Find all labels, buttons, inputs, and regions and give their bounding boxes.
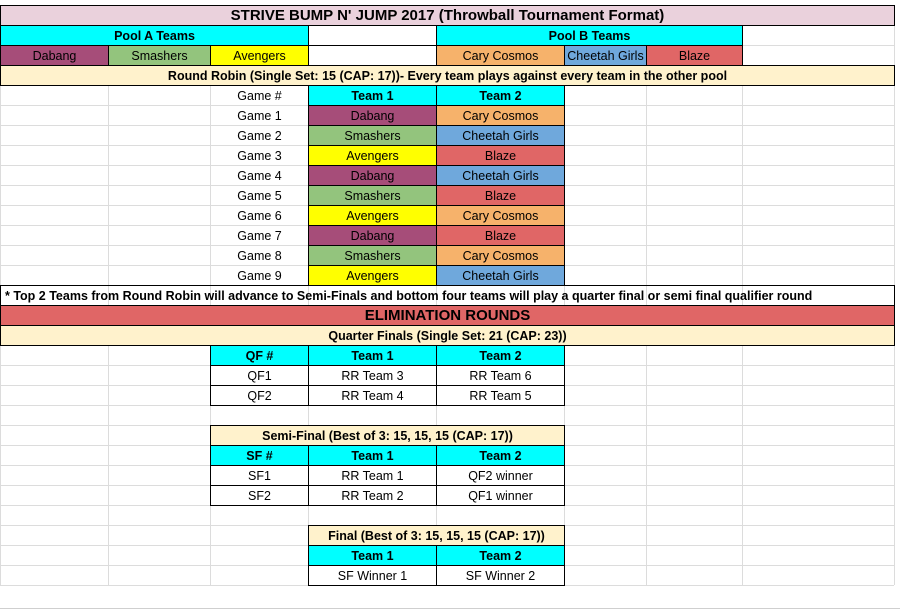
rr-game-number[interactable]: Game 1 (237, 108, 282, 123)
final-team1[interactable]: SF Winner 1 (308, 565, 437, 586)
rr-team2[interactable]: Blaze (436, 225, 565, 246)
sf-team1[interactable]: RR Team 2 (308, 485, 437, 506)
rr-team1[interactable]: Dabang (308, 225, 437, 246)
rr-team2[interactable]: Cary Cosmos (436, 105, 565, 126)
rr-game-number[interactable]: Game 3 (237, 148, 282, 163)
semi-banner[interactable]: Semi-Final (Best of 3: 15, 15, 15 (CAP: 17)) (210, 425, 565, 446)
qf-team2[interactable]: RR Team 5 (436, 385, 565, 406)
pool-a-team[interactable]: Smashers (108, 45, 211, 66)
sf-team2[interactable]: QF2 winner (436, 465, 565, 486)
rr-game-number[interactable]: Game 7 (237, 228, 282, 243)
qf-header-number[interactable]: QF # (210, 345, 309, 366)
pool-a-team[interactable]: Dabang (0, 45, 109, 66)
qf-header-team2[interactable]: Team 2 (436, 345, 565, 366)
blank-cell[interactable] (308, 25, 437, 46)
sheet-bottom-border (0, 608, 900, 609)
rr-team2[interactable]: Blaze (436, 185, 565, 206)
qf-number[interactable]: QF1 (210, 365, 309, 386)
pool-b-team[interactable]: Blaze (646, 45, 743, 66)
final-header-team1[interactable]: Team 1 (308, 545, 437, 566)
pool-b-team[interactable]: Cary Cosmos (436, 45, 565, 66)
rr-header-team2[interactable]: Team 2 (436, 85, 565, 106)
sf-team2[interactable]: QF1 winner (436, 485, 565, 506)
pool-b-team[interactable]: Cheetah Girls (564, 45, 647, 66)
qf-number[interactable]: QF2 (210, 385, 309, 406)
pool-b-header[interactable]: Pool B Teams (436, 25, 743, 46)
rr-team2[interactable]: Blaze (436, 145, 565, 166)
final-header-team2[interactable]: Team 2 (436, 545, 565, 566)
pool-a-header[interactable]: Pool A Teams (0, 25, 309, 46)
sf-header-team1[interactable]: Team 1 (308, 445, 437, 466)
rr-team2[interactable]: Cheetah Girls (436, 165, 565, 186)
rr-game-number[interactable]: Game 2 (237, 128, 282, 143)
rr-game-number[interactable]: Game 5 (237, 188, 282, 203)
elimination-title[interactable]: ELIMINATION ROUNDS (0, 305, 895, 326)
rr-team1[interactable]: Avengers (308, 205, 437, 226)
rr-game-number[interactable]: Game 8 (237, 248, 282, 263)
sf-team1[interactable]: RR Team 1 (308, 465, 437, 486)
qf-team2[interactable]: RR Team 6 (436, 365, 565, 386)
rr-game-number[interactable]: Game 4 (237, 168, 282, 183)
sf-header-number[interactable]: SF # (210, 445, 309, 466)
qf-header-team1[interactable]: Team 1 (308, 345, 437, 366)
rr-game-number[interactable]: Game 9 (237, 268, 282, 283)
rr-team1[interactable]: Dabang (308, 105, 437, 126)
rr-team2[interactable]: Cary Cosmos (436, 205, 565, 226)
round-robin-banner[interactable]: Round Robin (Single Set: 15 (CAP: 17))- Every team plays against every team in the other pool (0, 65, 895, 86)
blank-cell[interactable] (308, 45, 437, 66)
qf-team1[interactable]: RR Team 4 (308, 385, 437, 406)
final-team2[interactable]: SF Winner 2 (436, 565, 565, 586)
rr-team1[interactable]: Smashers (308, 125, 437, 146)
pool-a-team[interactable]: Avengers (210, 45, 309, 66)
advancement-note[interactable]: * Top 2 Teams from Round Robin will advance to Semi-Finals and bottom four teams will play a quarter final or semi final qualifier round (0, 285, 895, 306)
rr-team1[interactable]: Smashers (308, 185, 437, 206)
rr-team2[interactable]: Cary Cosmos (436, 245, 565, 266)
qf-team1[interactable]: RR Team 3 (308, 365, 437, 386)
quarter-banner[interactable]: Quarter Finals (Single Set: 21 (CAP: 23)) (0, 325, 895, 346)
rr-header-team1[interactable]: Team 1 (308, 85, 437, 106)
rr-team1[interactable]: Avengers (308, 265, 437, 286)
final-banner[interactable]: Final (Best of 3: 15, 15, 15 (CAP: 17)) (308, 525, 565, 546)
sf-number[interactable]: SF2 (210, 485, 309, 506)
rr-team1[interactable]: Avengers (308, 145, 437, 166)
rr-team2[interactable]: Cheetah Girls (436, 265, 565, 286)
sf-number[interactable]: SF1 (210, 465, 309, 486)
rr-team1[interactable]: Smashers (308, 245, 437, 266)
page-title[interactable]: STRIVE BUMP N' JUMP 2017 (Throwball Tournament Format) (0, 5, 895, 26)
sf-header-team2[interactable]: Team 2 (436, 445, 565, 466)
rr-team1[interactable]: Dabang (308, 165, 437, 186)
rr-game-number[interactable]: Game 6 (237, 208, 282, 223)
rr-team2[interactable]: Cheetah Girls (436, 125, 565, 146)
rr-header-game[interactable]: Game # (237, 88, 282, 103)
